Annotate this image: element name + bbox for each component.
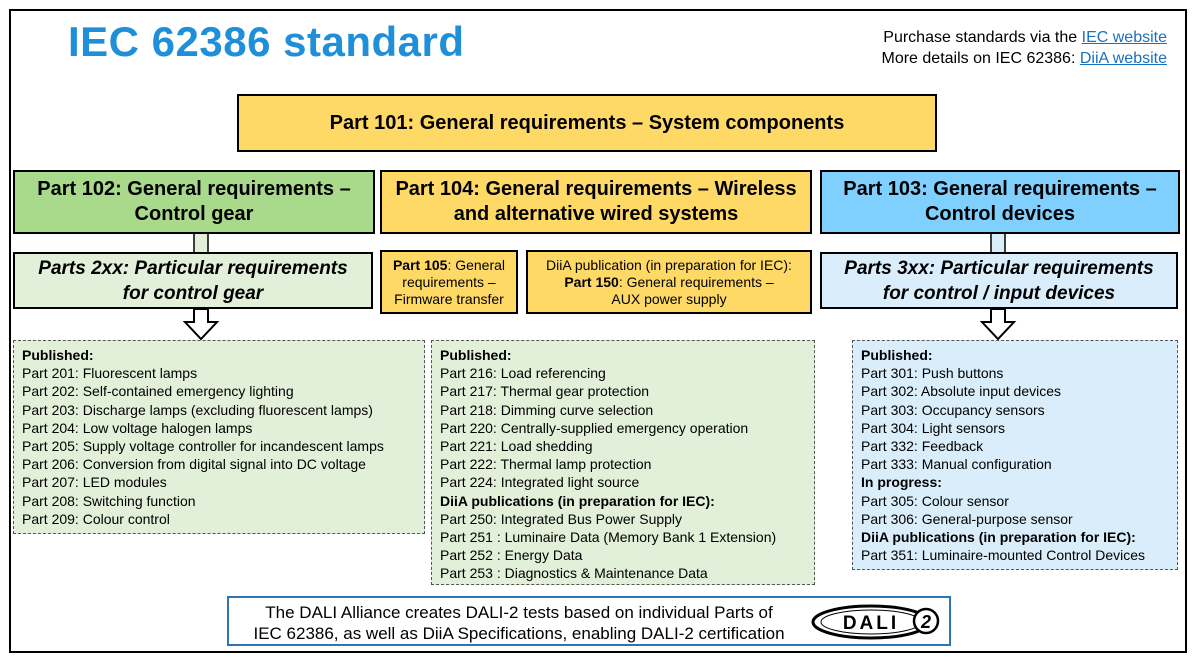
- list-item: Part 221: Load shedding: [440, 438, 593, 455]
- list-item: Part 201: Fluorescent lamps: [22, 365, 198, 382]
- list-item: Part 253 : Diagnostics & Maintenance Data: [440, 565, 708, 582]
- list-item: Part 209: Colour control: [22, 510, 170, 527]
- list-item: Part 250: Integrated Bus Power Supply: [440, 510, 683, 527]
- list-item: Part 333: Manual configuration: [861, 456, 1052, 473]
- part-101-label: Part 101: General requirements – System components: [329, 111, 845, 134]
- list-item: Part 252 : Energy Data: [440, 547, 583, 564]
- part-102-line2: Control gear: [134, 203, 254, 225]
- device-progress-label: In progress:: [861, 474, 942, 491]
- gear-published-label: Published:: [22, 347, 94, 363]
- part-102-line1: Part 102: General requirements –: [37, 178, 351, 200]
- part-150-line1: DiiA publication (in preparation for IEC):: [546, 256, 792, 273]
- part-150-line2-rest: : General requirements –: [618, 273, 774, 290]
- list-item: Part 205: Supply voltage controller for incandescent lamps: [22, 438, 384, 455]
- part-150-box: [526, 250, 812, 314]
- list-item: Part 204: Low voltage halogen lamps: [22, 419, 253, 436]
- part-150-line3: AUX power supply: [611, 290, 727, 307]
- dali-logo-text: DALI: [842, 613, 900, 634]
- list-item: Part 303: Occupancy sensors: [861, 401, 1045, 418]
- arrow-down-icon-devices: [982, 309, 1014, 339]
- part-101-box: [237, 94, 937, 152]
- list-item: Part 305: Colour sensor: [861, 492, 1009, 509]
- page-title: IEC 62386 standard: [68, 18, 465, 65]
- part-105-line1: [393, 257, 505, 274]
- header-links: [882, 27, 1168, 69]
- list-item: Part 217: Thermal gear protection: [440, 383, 650, 400]
- parts-3xx-box: [820, 252, 1178, 309]
- control-devices-list: [852, 340, 1178, 570]
- part-104-line1: Part 104: General requirements – Wireless: [395, 178, 797, 200]
- part-105-line2: requirements –: [402, 273, 496, 290]
- list-item: Part 332: Feedback: [861, 438, 984, 455]
- parts-3xx-line1: Parts 3xx: Particular requirements: [844, 257, 1154, 279]
- list-item: Part 302: Absolute input devices: [861, 383, 1062, 400]
- list-item: Part 306: General-purpose sensor: [861, 510, 1073, 527]
- part-103-line1: Part 103: General requirements –: [843, 178, 1157, 200]
- dali-logo-sup: 2: [920, 612, 932, 632]
- part-105-bold: Part 105: [392, 256, 448, 273]
- parts-2xx-line2: for control gear: [122, 282, 264, 304]
- device-diia-label: DiiA publications (in preparation for IEC):: [861, 529, 1136, 546]
- connector-102-2xx: [194, 233, 208, 253]
- part-103-line2: Control devices: [924, 203, 1076, 225]
- dali-banner-line2: IEC 62386, as well as DiiA Specifications, enabling DALI-2 certification: [253, 624, 785, 643]
- list-item: Part 216: Load referencing: [440, 365, 606, 382]
- part-150-line2: [564, 274, 773, 291]
- part-104-box: [380, 170, 812, 234]
- list-item: Part 208: Switching function: [22, 492, 196, 509]
- list-item: Part 304: Light sensors: [861, 419, 1005, 436]
- list-item: Part 207: LED modules: [22, 474, 167, 491]
- parts-3xx-line2: for control / input devices: [882, 282, 1116, 304]
- part-103-box: [820, 170, 1180, 234]
- parts-2xx-line1: Parts 2xx: Particular requirements: [38, 257, 348, 279]
- list-item: Part 218: Dimming curve selection: [440, 401, 654, 418]
- list-item: Part 203: Discharge lamps (excluding fluorescent lamps): [22, 401, 373, 418]
- details-text: More details on IEC 62386:: [881, 50, 1080, 67]
- details-line: [882, 48, 1168, 69]
- part-104-line2: and alternative wired systems: [453, 203, 739, 225]
- mid-diia-label: DiiA publications (in preparation for IEC):: [440, 492, 715, 509]
- part-150-bold: Part 150: [564, 273, 619, 290]
- dali-banner-text: [239, 602, 799, 644]
- list-item: Part 202: Self-contained emergency lighting: [22, 383, 294, 400]
- list-item: Part 351: Luminaire-mounted Control Devices: [861, 547, 1146, 564]
- dali-certification-banner: [227, 596, 951, 646]
- control-gear-list: [13, 340, 425, 534]
- dali-2-logo: [807, 599, 947, 643]
- diia-website-link[interactable]: DiiA website: [1079, 50, 1167, 67]
- iec-website-link[interactable]: IEC website: [1081, 29, 1167, 46]
- part-105-line3: Firmware transfer: [394, 290, 504, 307]
- list-item: Part 224: Integrated light source: [440, 474, 640, 491]
- arrow-down-icon-gear: [185, 309, 217, 339]
- dali-banner-line1: The DALI Alliance creates DALI-2 tests based on individual Parts of: [265, 603, 773, 622]
- purchase-line: [882, 27, 1168, 48]
- list-item: Part 222: Thermal lamp protection: [440, 456, 652, 473]
- device-published-label: Published:: [861, 347, 933, 363]
- control-gear-features-list: [431, 340, 815, 585]
- part-102-box: [13, 170, 375, 234]
- list-item: Part 220: Centrally-supplied emergency operation: [440, 419, 749, 436]
- purchase-text: Purchase standards via the: [883, 29, 1082, 46]
- part-105-line1-rest: : General: [447, 256, 506, 273]
- list-item: Part 251 : Luminaire Data (Memory Bank 1 Extension): [440, 529, 777, 546]
- list-item: Part 206: Conversion from digital signal into DC voltage: [22, 456, 366, 473]
- connector-103-3xx: [991, 233, 1005, 253]
- mid-published-label: Published:: [440, 347, 512, 363]
- list-item: Part 301: Push buttons: [861, 365, 1004, 382]
- part-105-box: [380, 250, 518, 314]
- parts-2xx-box: [13, 252, 373, 309]
